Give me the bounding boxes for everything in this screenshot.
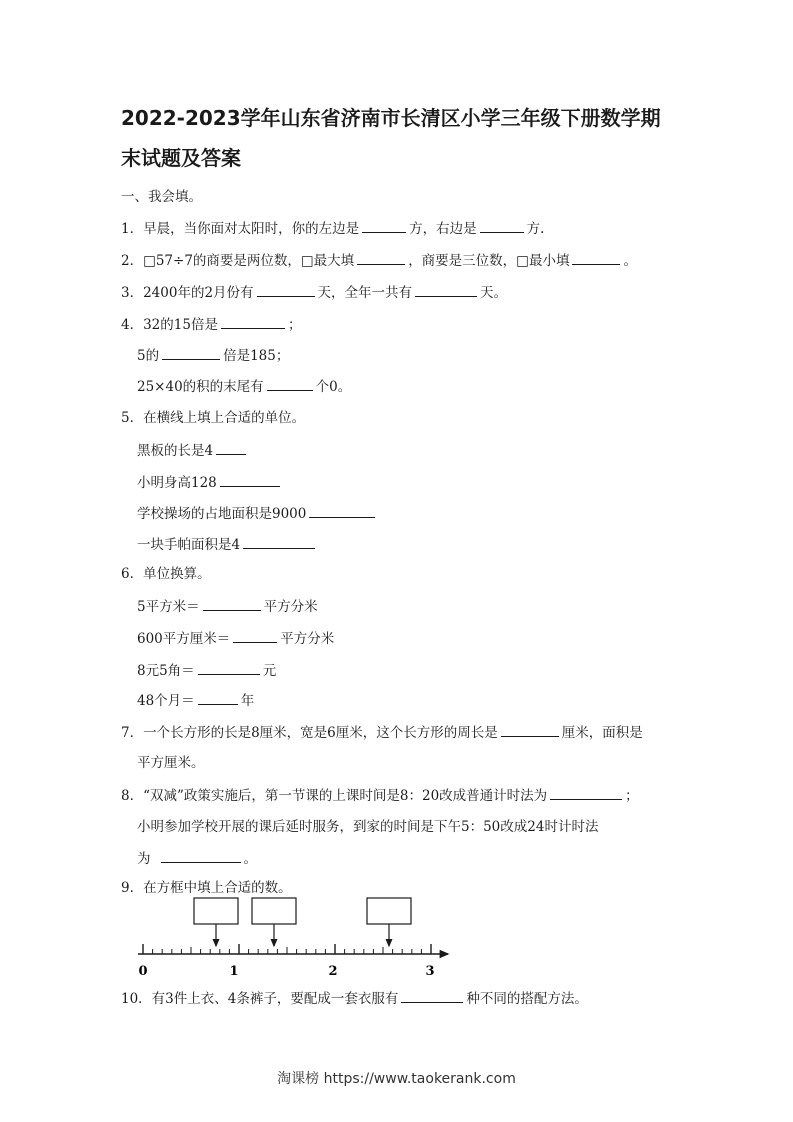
question-3 xyxy=(121,282,507,303)
q5-blank-2[interactable] xyxy=(220,472,280,487)
q10-text-a: 10．有3件上衣、4条裤子，要配成一套衣服有 xyxy=(121,991,399,1007)
q6-text-a2: 平方分米 xyxy=(263,599,318,615)
q4-blank-3[interactable] xyxy=(267,376,313,391)
q5-text-b: 小明身高128 xyxy=(137,475,217,491)
question-9: 9．在方框中填上合适的数。 xyxy=(121,880,292,896)
q7-text-b: 厘米，面积是 xyxy=(561,725,643,741)
q5-blank-3[interactable] xyxy=(309,503,375,518)
answer-box-3[interactable] xyxy=(367,898,411,924)
q1-blank-1[interactable] xyxy=(362,218,406,233)
page-title-line-1: 2022-2023学年山东省济南市长清区小学三年级下册数学期 xyxy=(121,106,661,130)
q8-text-d: 为 xyxy=(137,851,151,867)
question-1 xyxy=(121,218,544,239)
question-5: 5．在横线上填上合适的单位。 xyxy=(121,410,306,426)
answer-box-2[interactable] xyxy=(252,898,296,924)
q5-text-d: 一块手帕面积是4 xyxy=(137,537,241,553)
q5-blank-1[interactable] xyxy=(216,440,246,455)
page-title-line-2: 末试题及答案 xyxy=(121,146,241,170)
tick-label-0: 0 xyxy=(138,964,148,979)
q5-blank-4[interactable] xyxy=(243,534,315,549)
q1-text-c: 方. xyxy=(526,221,545,237)
number-line-figure xyxy=(130,890,460,982)
question-7 xyxy=(121,722,643,743)
tick-label-3: 3 xyxy=(425,964,435,979)
q6-text-d1: 48个月＝ xyxy=(137,693,195,709)
q4-text-e: 25×40的积的末尾有 xyxy=(137,379,264,395)
q6-text-a1: 5平方米＝ xyxy=(137,599,200,615)
q2-blank-1[interactable] xyxy=(357,250,405,265)
q4-text-c: 5的 xyxy=(137,348,160,364)
q7-text-a: 7．一个长方形的长是8厘米，宽是6厘米，这个长方形的周长是 xyxy=(121,725,498,741)
q4-text-f: 个0。 xyxy=(315,379,352,395)
q8-blank-1[interactable] xyxy=(550,785,622,800)
tick-label-1: 1 xyxy=(229,964,239,979)
q4-text-a: 4．32的15倍是 xyxy=(121,317,218,333)
question-4-line-3 xyxy=(137,376,351,397)
q5-text-a: 黑板的长是4 xyxy=(137,443,214,459)
question-5a xyxy=(137,440,249,461)
q7-blank-1[interactable] xyxy=(501,722,559,737)
q2-text-b: ，商要是三位数，□最小填 xyxy=(408,253,570,269)
question-8-line-3 xyxy=(137,848,257,869)
question-5c xyxy=(137,503,378,524)
question-6: 6．单位换算。 xyxy=(121,566,211,582)
q10-blank-1[interactable] xyxy=(401,988,463,1003)
q3-text-b: 天，全年一共有 xyxy=(317,285,413,301)
q10-text-b: 种不同的搭配方法。 xyxy=(466,991,588,1007)
question-7-line-2: 平方厘米。 xyxy=(137,755,205,771)
q6-blank-3[interactable] xyxy=(198,660,260,675)
q3-blank-1[interactable] xyxy=(257,282,315,297)
q8-text-a: 8．“双减”政策实施后，第一节课的上课时间是8：20改成普通计时法为 xyxy=(121,788,548,804)
question-8 xyxy=(121,785,639,806)
number-line-ticks xyxy=(143,944,431,954)
q3-text-a: 3．2400年的2月份有 xyxy=(121,285,254,301)
q1-text-a: 1．早晨，当你面对太阳时，你的左边是 xyxy=(121,221,360,237)
q8-text-b: ； xyxy=(625,788,639,804)
q4-text-d: 倍是185； xyxy=(223,348,290,364)
q2-blank-2[interactable] xyxy=(572,250,620,265)
question-6d xyxy=(137,690,254,711)
q6-blank-4[interactable] xyxy=(198,690,238,705)
q8-text-e: 。 xyxy=(243,851,257,867)
q6-text-d2: 年 xyxy=(240,693,255,709)
question-10 xyxy=(121,988,588,1009)
q8-blank-2[interactable] xyxy=(161,848,241,863)
q6-text-b2: 平方分米 xyxy=(280,631,335,647)
question-6a xyxy=(137,596,318,617)
question-5b xyxy=(137,472,283,493)
q2-text-c: 。 xyxy=(623,253,637,269)
question-5d xyxy=(137,534,318,555)
question-4 xyxy=(121,314,301,335)
q6-text-b1: 600平方厘米＝ xyxy=(137,631,231,647)
answer-box-1[interactable] xyxy=(194,898,238,924)
question-8-line-2: 小明参加学校开展的课后延时服务，到家的时间是下午5：50改成24时计时法 xyxy=(137,819,599,835)
q3-blank-2[interactable] xyxy=(415,282,477,297)
q4-text-b: ； xyxy=(287,317,302,333)
q4-blank-1[interactable] xyxy=(221,314,285,329)
q6-text-c1: 8元5角＝ xyxy=(137,663,195,679)
section-heading: 一、我会填。 xyxy=(121,189,202,205)
question-6b xyxy=(137,628,334,649)
q6-text-c2: 元 xyxy=(262,663,277,679)
q6-blank-2[interactable] xyxy=(233,628,277,643)
tick-label-2: 2 xyxy=(328,964,338,979)
q6-blank-1[interactable] xyxy=(203,596,261,611)
q2-text-a: 2．□57÷7的商要是两位数，□最大填 xyxy=(121,253,355,269)
question-2 xyxy=(121,250,637,271)
q1-text-b: 方，右边是 xyxy=(409,221,477,237)
footer-watermark[interactable]: 淘课榜 https://www.taokerank.com xyxy=(277,1071,516,1087)
q3-text-c: 天。 xyxy=(480,285,508,301)
question-6c xyxy=(137,660,276,681)
q1-blank-2[interactable] xyxy=(480,218,524,233)
q4-blank-2[interactable] xyxy=(162,345,220,360)
q5-text-c: 学校操场的占地面积是9000 xyxy=(137,506,307,522)
question-4-line-2 xyxy=(137,345,289,366)
